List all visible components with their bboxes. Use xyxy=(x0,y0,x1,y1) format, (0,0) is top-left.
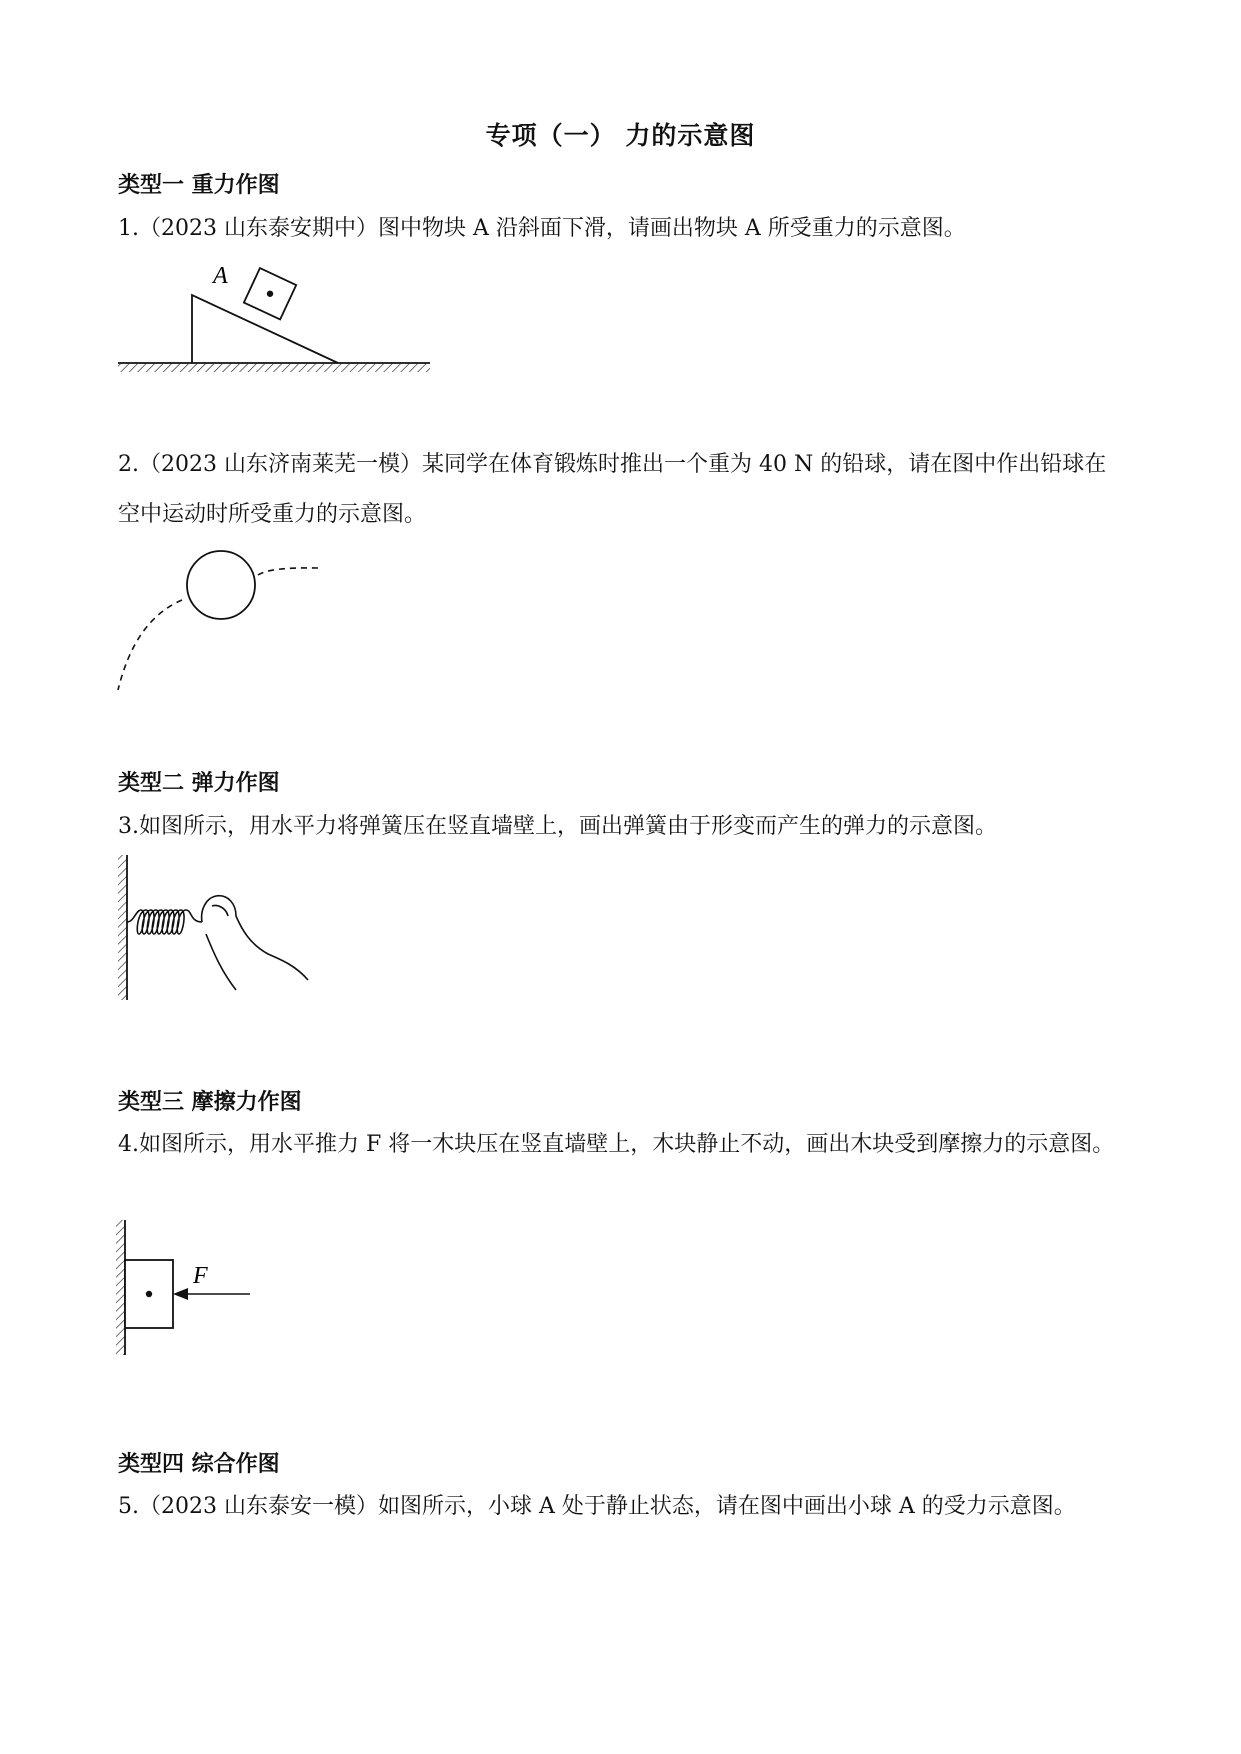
label-f: F xyxy=(193,1263,208,1289)
question-4: 4.如图所示，用水平推力 F 将一木块压在竖直墙壁上，木块静止不动，画出木块受到摩擦力的示意图。 xyxy=(118,1132,1115,1157)
question-1: 1.（2023 山东泰安期中）图中物块 A 沿斜面下滑，请画出物块 A 所受重力的示意图。 xyxy=(118,216,966,241)
figure-shot-put xyxy=(110,545,330,695)
figure-block-wall xyxy=(110,1215,270,1360)
wall-hatch xyxy=(118,855,127,1000)
section-heading-friction: 类型三 摩擦力作图 xyxy=(118,1090,302,1115)
figure-incline-block xyxy=(110,255,440,385)
page-title: 专项（一） 力的示意图 xyxy=(485,121,756,150)
question-5: 5.（2023 山东泰安一模）如图所示，小球 A 处于静止状态，请在图中画出小球 A 的受力示意图。 xyxy=(118,1494,1076,1519)
spring xyxy=(127,910,202,934)
label-a: A xyxy=(213,263,228,289)
trajectory-left xyxy=(118,600,182,690)
section-heading-gravity: 类型一 重力作图 xyxy=(118,173,280,198)
ground-hatch xyxy=(118,363,430,372)
question-2: 2.（2023 山东济南莱芜一模）某同学在体育锻炼时推出一个重为 40 N 的铅球，请在图中作出铅球在空中运动时所受重力的示意图。 xyxy=(118,452,1107,527)
figure-spring-finger xyxy=(110,850,350,1010)
section-heading-elastic: 类型二 弹力作图 xyxy=(118,771,280,796)
trajectory-right xyxy=(258,568,318,575)
force-arrow-head xyxy=(173,1288,188,1300)
question-3: 3.如图所示，用水平力将弹簧压在竖直墙壁上，画出弹簧由于形变而产生的弹力的示意图。 xyxy=(118,814,997,839)
center-dot xyxy=(146,1291,152,1297)
section-heading-combined: 类型四 综合作图 xyxy=(118,1452,280,1477)
shot-put-ball xyxy=(187,551,255,619)
wall-hatch xyxy=(116,1220,125,1355)
finger xyxy=(202,896,308,990)
